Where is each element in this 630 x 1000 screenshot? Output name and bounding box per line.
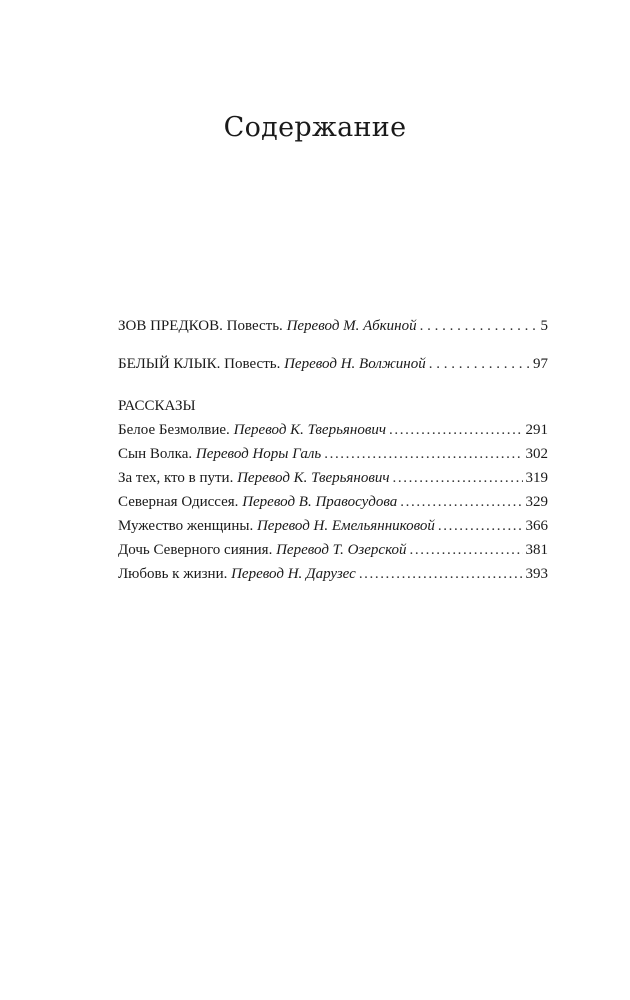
entry-page: 5 [540,318,548,334]
entry-title: Северная Одиссея. [118,494,239,510]
entry-title: Белое Безмолвие. [118,422,230,438]
entry-translator: Перевод Норы Галь [195,446,322,462]
entry-page: 329 [525,494,548,510]
entry-translator: Перевод К. Тверьянович [237,470,390,486]
section-heading: РАССКАЗЫ [118,398,196,414]
dot-leader [393,466,523,490]
entry-title: Мужество женщины. [118,518,254,534]
entry-title: Сын Волка. [118,446,193,462]
toc-main [118,314,548,338]
dot-leader [410,538,523,562]
dot-leader [429,352,530,376]
entry-translator: Перевод Т. Озерской [276,542,407,558]
entry-translator: Перевод Н. Волжиной [284,356,426,372]
entry-page: 97 [533,356,548,372]
entry-translator: Перевод Н. Дарузес [231,566,356,582]
entry-title: Дочь Северного сияния. [118,542,273,558]
entry-title: Любовь к жизни. [118,566,228,582]
entry-page: 302 [525,446,548,462]
entry-title: ЗОВ ПРЕДКОВ. Повесть. [118,318,283,334]
entry-page: 366 [525,518,548,534]
toc-entry [118,314,548,338]
entry-title: За тех, кто в пути. [118,470,234,486]
page-title: Содержание [223,112,407,143]
entry-translator: Перевод В. Правосудова [242,494,398,510]
entry-title: БЕЛЫЙ КЛЫК. Повесть. [118,356,281,372]
entry-translator: Перевод М. Абкиной [286,318,417,334]
toc-entry [118,490,548,514]
entry-page: 393 [525,566,548,582]
dot-leader [400,490,522,514]
toc-entry [118,352,548,376]
toc-entry [118,466,548,490]
entry-page: 291 [525,422,548,438]
entry-translator: Перевод К. Тверьянович [233,422,387,438]
dot-leader [389,418,522,442]
toc-main-2 [118,352,548,376]
toc-entry [118,418,548,442]
dot-leader [438,514,523,538]
dot-leader [359,562,523,586]
entry-page: 319 [525,470,548,486]
toc-entry [118,562,548,586]
dot-leader [324,442,522,466]
toc-entry [118,442,548,466]
toc-entry [118,514,548,538]
toc-stories [118,394,548,586]
dot-leader [420,314,538,338]
toc-entry [118,538,548,562]
entry-page: 381 [525,542,548,558]
entry-translator: Перевод Н. Емельянниковой [256,518,435,534]
